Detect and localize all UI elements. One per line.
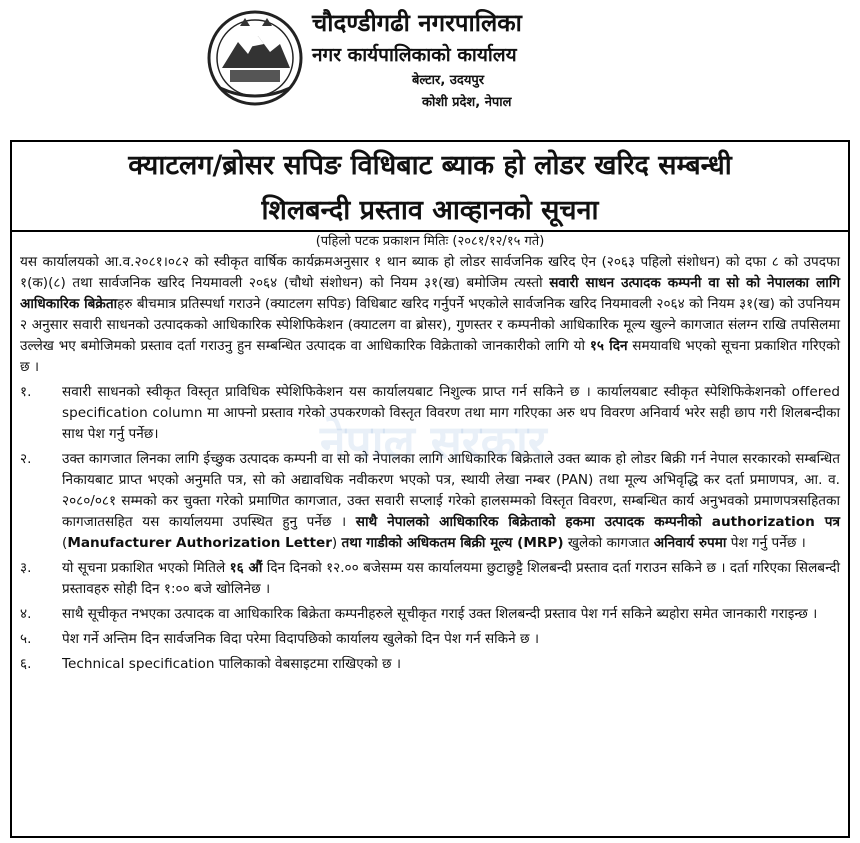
item-number: ३.: [20, 560, 32, 576]
address-line-1: बेल्टार, उदयपुर: [412, 73, 485, 88]
watermark: नेपाल सरकार: [320, 415, 547, 469]
organization-name: चौदण्डीगढी नगरपालिका: [312, 9, 522, 37]
header-text: [312, 6, 522, 114]
item-number: २.: [20, 451, 32, 467]
item-text: Technical specification पालिकाको वेबसाइटमा राखिएको छ ।: [62, 656, 402, 672]
list-item: [20, 449, 840, 554]
item-bold: साथै नेपालको आधिकारिक बिक्रेताको हकमा उत्पादक कम्पनीको authorization पत्र: [355, 514, 840, 530]
intro-text-3: समयावधि भएको सूचना प्रकाशित गरिएको छ ।: [20, 338, 841, 375]
list-item: [20, 629, 840, 650]
item-text: साथै सूचीकृत नभएका उत्पादक वा आधिकारिक बिक्रेता कम्पनीहरुले सूचीकृत गराई उक्त शिलबन्दी प्रस्ताव पेश गर्न सकिने ब्यहोरा समेत जानकारी गराइन्छ ।: [62, 606, 818, 622]
item-text: यो सूचना प्रकाशित भएको मितिले: [62, 560, 230, 576]
list-item: [20, 382, 840, 445]
item-text: उक्त कागजात लिनका लागि ईच्छुक उत्पादक कम्पनी वा सो को नेपालका लागि आधिकारिक बिक्रेताले उक्त ब्याक हो लोडर बिक्री गर्न नेपाल सरकारको सम्बन्धित निकायबाट प्राप्त भएको अनुमति पत्र, सो को अद्यावधिक नवीकरण भएको पत्र, स्थायी लेखा नम्बर (PAN) तथा मूल्य अभिवृद्धि कर दर्ता प्रमाणपत्र, आ. व. २०८०/०८१ सम्मको कर चुक्ता गरेको प्रमाणित कागजात, उक्त सवारी सप्लाई गरेको हालसम्मको विस्तृत विवरण, सम्बन्धित कार्य अनुभवको प्रमाणपत्रसहितका कागजातसहित यस कार्यालयमा उपस्थित हुनु पर्नेछ ।: [62, 451, 840, 530]
publish-date: (पहिलो पटक प्रकाशन मितिः (२०८१/१२/१५ गते): [315, 234, 545, 249]
intro-bold-2: १५ दिन: [589, 338, 628, 354]
item-text: खुलेको कागजात: [563, 535, 654, 551]
intro-paragraph: [20, 252, 840, 378]
office-name: नगर कार्यपालिकाको कार्यालय: [312, 44, 517, 66]
notice-title-line-2: शिलबन्दी प्रस्ताव आव्हानको सूचना: [261, 195, 599, 226]
intro-text-1: यस कार्यालयको आ.व.२०८१।०८२ को स्वीकृत वार्षिक कार्यक्रमअनुसार १ थान ब्याक हो लोडर सार्वजनिक खरिद ऐन (२०६३ पहिलो संशोधन) को दफा ८ को उपदफा १(क)(८) तथा सार्वजनिक खरिद नियमावली २०६४ (चौथो संशोधन) को नियम ३१(ख) बमोजिम त्यस्तो: [20, 254, 840, 291]
item-number: ५.: [20, 631, 32, 647]
item-text: (: [62, 535, 68, 551]
item-text: दिन दिनको १२.०० बजेसम्म यस कार्यालयमा छुटाछुट्टै शिलबन्दी प्रस्ताव दर्ता गराउन सकिने छ । दर्ता गरिएका सिलबन्दी प्रस्तावहरु सोही दिन १:०० बजे खोलिनेछ ।: [62, 560, 841, 597]
notice-content: [10, 232, 850, 838]
item-number: १.: [20, 384, 32, 400]
notice-title-box: [10, 140, 850, 232]
notice-title-line-1: क्याटलग/ब्रोसर सपिङ विधिबाट ब्याक हो लोडर खरिद सम्बन्धी: [128, 150, 732, 181]
item-text: ): [331, 535, 342, 551]
item-text: सवारी साधनको स्वीकृत विस्तृत प्राविधिक स्पेशिफिकेशन यस कार्यालयबाट निशुल्क प्राप्त गर्न सकिने छ । कार्यालयबाट स्वीकृत स्पेशिफिकेशनको offered specification column मा आफ्नो प्रस्ताव गरेको उपकरणको विस्तृत विवरण तथा माग गरिएका अरु थप विवरण अनिवार्य भरेर सही छाप गरी शिलबन्दीका साथ पेश गर्नु पर्नेछ।: [62, 384, 840, 442]
item-number: ४.: [20, 606, 32, 622]
list-item: [20, 604, 840, 625]
list-item: [20, 654, 840, 675]
item-number: ६.: [20, 656, 32, 672]
item-bold: Manufacturer Authorization Letter: [67, 535, 332, 551]
item-bold: तथा गाडीको अधिकतम बिक्री मूल्य (MRP): [341, 535, 564, 551]
header: [0, 0, 860, 140]
item-bold: अनिवार्य रुपमा: [653, 535, 727, 551]
list-item: [20, 558, 840, 600]
nepal-government-emblem-icon: [200, 8, 310, 108]
address-line-2: कोशी प्रदेश, नेपाल: [422, 95, 512, 110]
intro-text-2: हरु बीचमात्र प्रतिस्पर्धा गराउने (क्याटलग सपिङ) विधिबाट खरिद गर्नुपर्ने भएकोले सार्वजनिक खरिद नियमावली २०६४ को नियम ३१(ख) को उपनियम २ अनुसार सवारी साधनको उत्पादकको आधिकारिक स्पेशिफिकेशन (क्याटलग वा ब्रोसर), गुणस्तर र कम्पनीको आधिकारिक मूल्य खुल्ने कागजात संलग्न राखि तपसिलमा उल्लेख भए बमोजिमको प्रस्ताव दर्ता गराउनु हुन सम्बन्धित उत्पादक वा आधिकारिक विक्रेताको जानकारीको लागि यो: [20, 296, 840, 354]
item-bold: १६ औं: [229, 560, 263, 576]
item-text: पेश गर्नु पर्नेछ ।: [726, 535, 806, 551]
intro-bold-1: सवारी साधन उत्पादक कम्पनी वा सो को नेपालका लागि आधिकारिक बिक्रेता: [20, 275, 840, 312]
item-text: पेश गर्ने अन्तिम दिन सार्वजनिक विदा परेमा विदापछिको कार्यालय खुलेको दिन पेश गर्न सकिने छ ।: [62, 631, 539, 647]
